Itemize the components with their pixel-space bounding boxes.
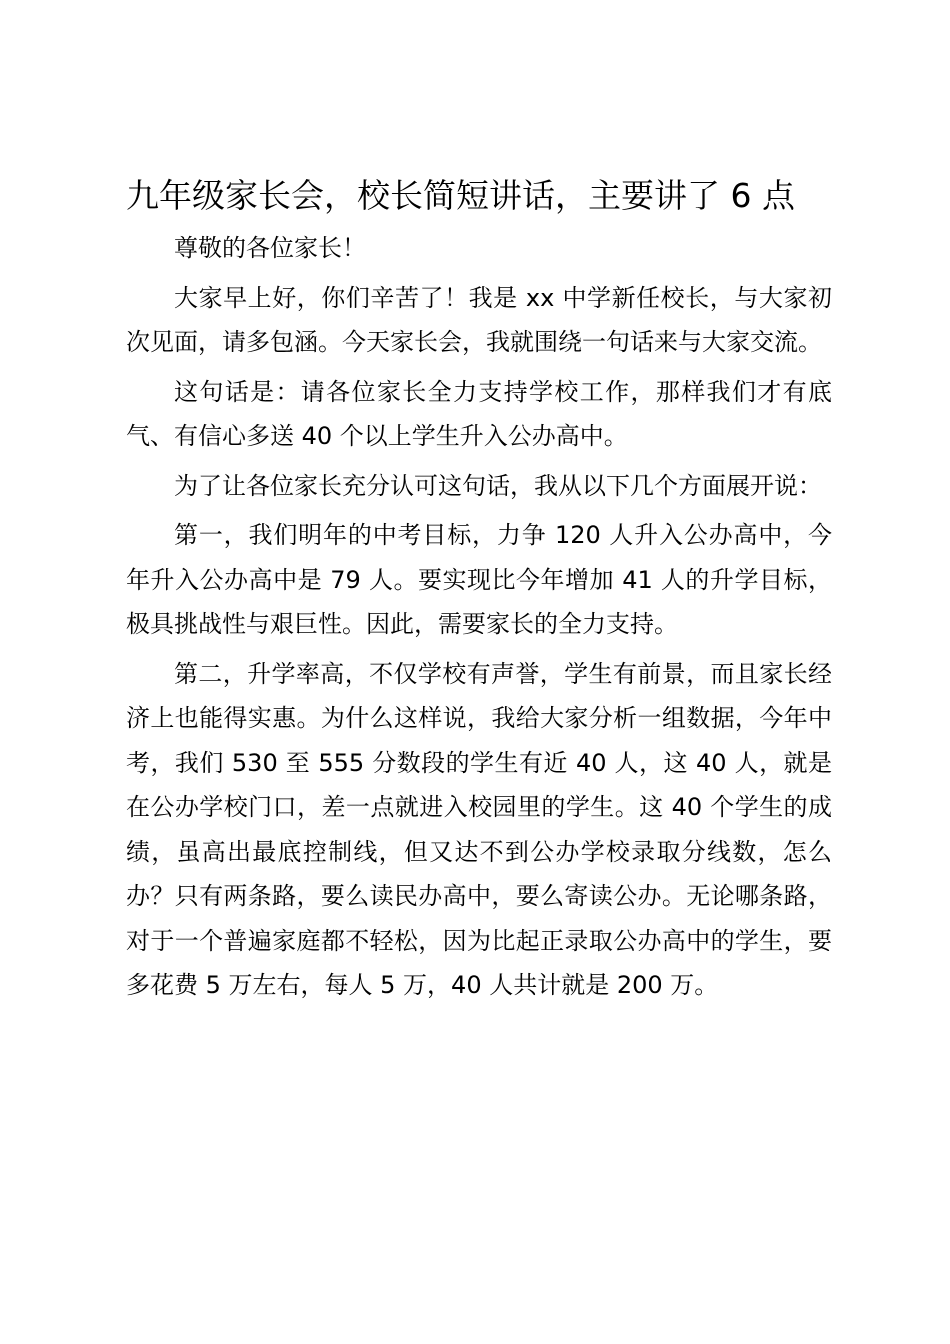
- paragraph-salutation: 尊敬的各位家长！: [174, 234, 366, 262]
- paragraph-intro: 为了让各位家长充分认可这句话，我从以下几个方面展开说：: [174, 471, 822, 500]
- paragraph-point-two: 第二，升学率高，不仅学校有声誉，学生有前景，而且家长经济上也能得实惠。为什么这样说，我给大家分析一组数据，今年中考，我们 530 至 555 分数段的学生有近 40 人，这 40 人，就是在公办学校门口，差一点就进入校园里的学生。这 40 个学生的成绩，虽高出最底控制线，但又达不到公办学校录取分线数，怎么办？只有两条路，要么读民办高中，要么寄读公办。无论哪条路，对于一个普遍家庭都不轻松，因为比起正录取公办高中的学生，要多花费 5 万左右，每人 5 万，40 人共计就是 200 万。: [126, 659, 832, 999]
- paragraph-point-one: 第一，我们明年的中考目标，力争 120 人升入公办高中，今年升入公办高中是 79 人。要实现比今年增加 41 人的升学目标，极具挑战性与艰巨性。因此，需要家长的全力支持。: [126, 521, 832, 638]
- document-body: [126, 172, 832, 1013]
- document-title: 九年级家长会，校长简短讲话，主要讲了 6 点: [126, 176, 795, 215]
- paragraph-key-sentence: 这句话是：请各位家长全力支持学校工作，那样我们才有底气、有信心多送 40 个以上学生升入公办高中。: [126, 377, 832, 450]
- paragraph-greeting: 大家早上好，你们辛苦了！我是 xx 中学新任校长，与大家初次见面，请多包涵。今天家长会，我就围绕一句话来与大家交流。: [126, 283, 832, 356]
